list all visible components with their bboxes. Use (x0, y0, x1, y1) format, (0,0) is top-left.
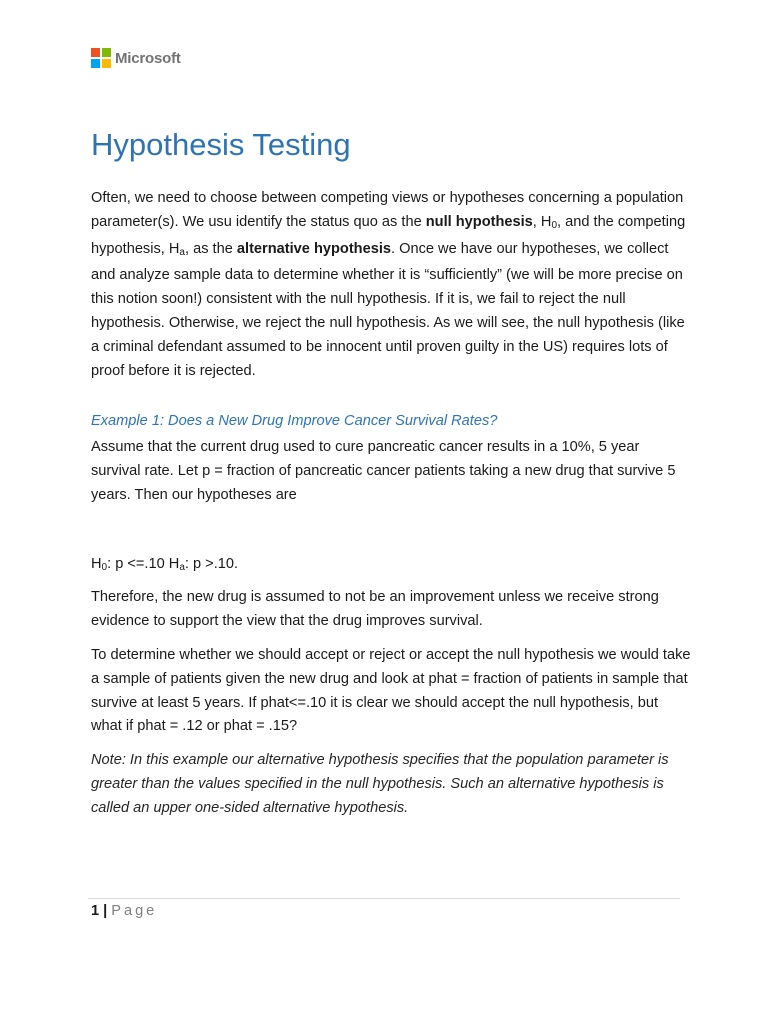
null-hypothesis-term: null hypothesis (425, 213, 533, 230)
intro-text-4: , as the (184, 240, 237, 257)
example-text: Assume that the current drug used to cure pancreatic cancer results in a 10%, 5 year survival rate. Let p = fraction of pancreatic cancer patients taking a new drug that survive 5 years. Then our hypotheses are (91, 439, 676, 503)
page-number: 1 (91, 903, 100, 919)
h0-text: : p <=.10 (107, 556, 169, 572)
example-paragraph (91, 436, 691, 507)
microsoft-logo-icon (91, 48, 111, 68)
page-title: Hypothesis Testing (91, 127, 351, 162)
hypotheses-line (91, 553, 691, 580)
intro-text-3: , and the competing hypothesis, H (91, 213, 686, 257)
ha-sub: a (179, 562, 185, 573)
page-footer (91, 900, 157, 922)
alternative-hypothesis-term: alternative hypothesis (236, 240, 392, 257)
intro-text-1: Often, we need to choose between competing views or hypotheses concerning a population parameter(s). We usu identify the status quo as the (91, 190, 684, 230)
ha-text: : p >.10. (184, 556, 239, 572)
h0-subscript: 0 (551, 219, 557, 231)
note-text: Note: In this example our alternative hypothesis specifies that the population parameter is greater than the values specified in the null hypothesis. Such an alternative hypothesis is called an upper one-sided alternative hypothesis. (91, 752, 669, 816)
footer-divider (88, 898, 680, 899)
logo-red-square (91, 48, 100, 57)
sampling-paragraph (91, 644, 691, 739)
intro-paragraph (91, 187, 691, 383)
note-paragraph (91, 749, 691, 820)
logo-green-square (102, 48, 111, 57)
assumption-paragraph (91, 586, 691, 634)
logo-yellow-square (102, 59, 111, 68)
logo-blue-square (91, 59, 100, 68)
intro-text-2: , H (532, 213, 552, 230)
footer-separator: | (103, 903, 108, 919)
page-label: Page (111, 903, 158, 919)
ha-subscript: a (179, 246, 185, 258)
microsoft-logo (91, 48, 181, 68)
h0-letter: H (91, 556, 102, 572)
logo-text: Microsoft (115, 49, 181, 67)
sampling-text: To determine whether we should accept or reject or accept the null hypothesis we would take a sample of patients given the new drug and look at phat = fraction of patients in sample that survive at least 5 years. If phat<=.10 it is clear we should accept the null hypothesis, but what if phat = .12 or phat = .15? (91, 647, 691, 735)
ha-letter: H (168, 556, 180, 572)
example-heading: Example 1: Does a New Drug Improve Cancer Survival Rates? (91, 413, 498, 429)
h0-sub: 0 (101, 562, 108, 573)
assumption-text: Therefore, the new drug is assumed to not be an improvement unless we receive strong evidence to support the view that the drug improves survival. (91, 589, 659, 629)
intro-text-5: . Once we have our hypotheses, we collect and analyze sample data to determine whether it is “sufficiently” (we will be more precise on this notion soon!) consistent with the null hypothesis. If it is, we fail to reject the null hypothesis. Otherwise, we reject the null hypothesis. As we will see, the null hypothesis (like a criminal defendant assumed to be innocent until proven guilty in the US) requires lots of proof before it is rejected. (91, 240, 685, 379)
